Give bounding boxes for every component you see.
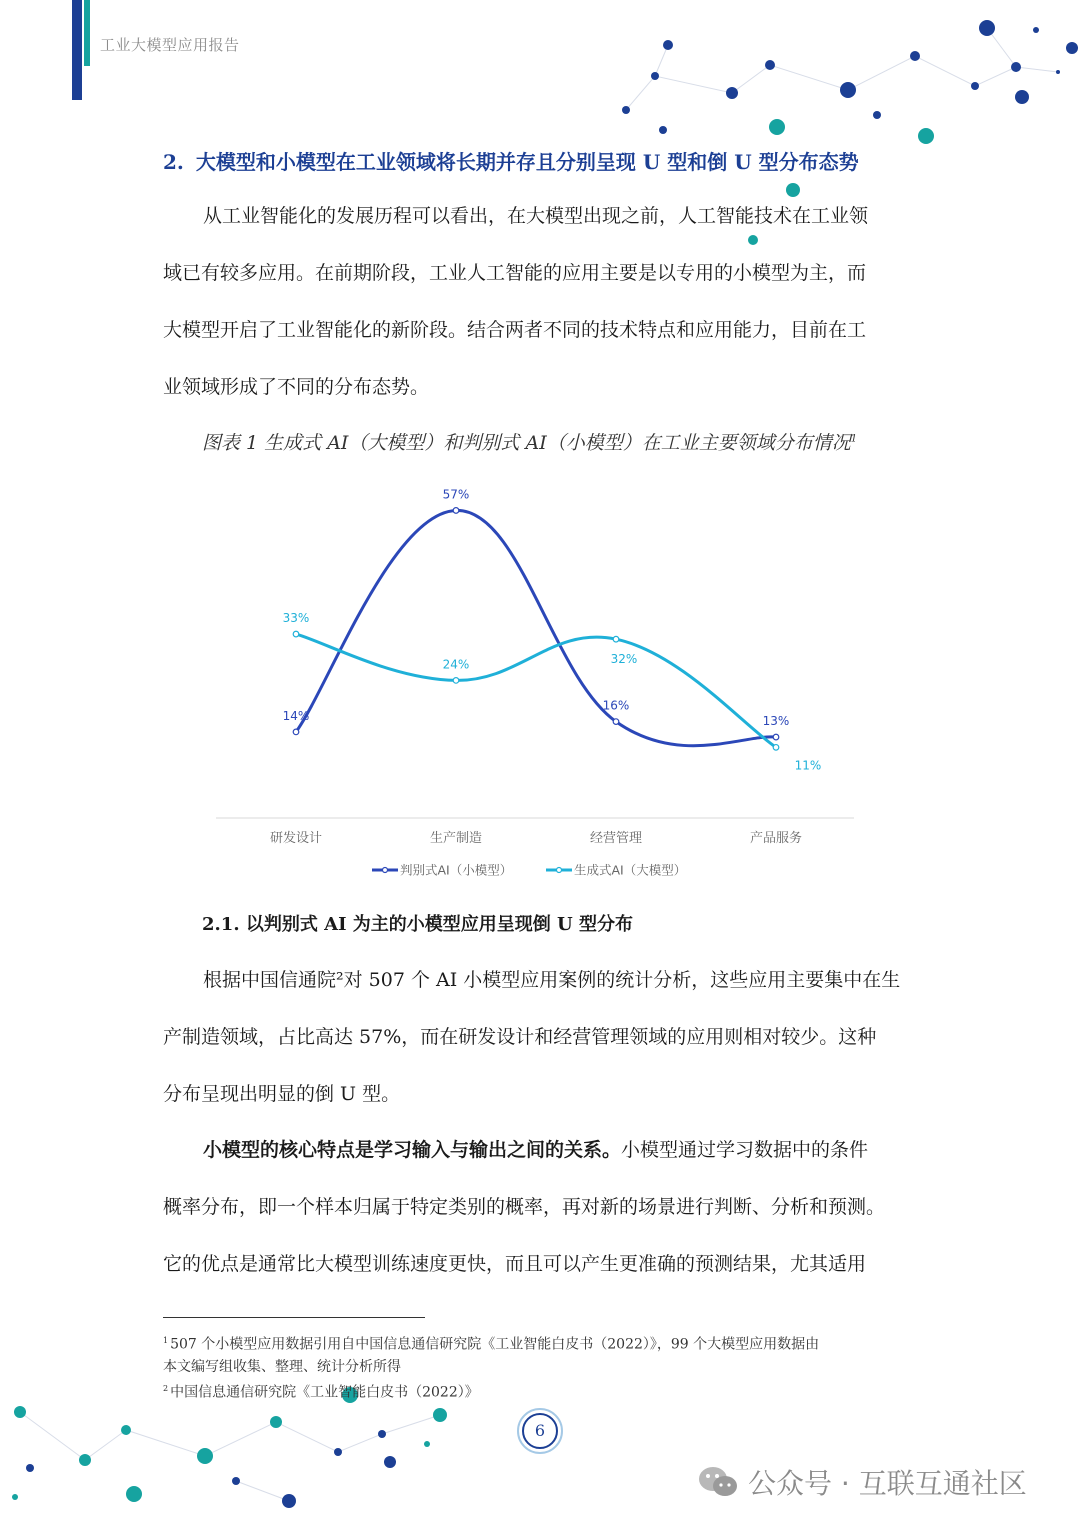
data-label: 14% xyxy=(282,708,310,723)
figure-caption xyxy=(202,428,857,455)
series-line-1 xyxy=(296,510,776,745)
footnotes xyxy=(163,1330,923,1403)
subsection-heading: 2.1. 以判别式 AI 为主的小模型应用呈现倒 U 型分布 xyxy=(202,914,633,935)
text-line: 概率分布，即一个样本归属于特定类别的概率，再对新的场景进行判断、分析和预测。 xyxy=(163,1196,886,1218)
footnote-1 xyxy=(163,1330,923,1356)
footnote-ref: 1 xyxy=(850,433,858,445)
series-line-2 xyxy=(296,634,776,747)
x-tick-label: 生产制造 xyxy=(429,831,483,846)
legend-label: 生成式AI（大模型） xyxy=(574,862,687,878)
data-point xyxy=(613,636,619,642)
x-tick-label: 产品服务 xyxy=(749,831,803,846)
data-label: 13% xyxy=(762,714,790,729)
watermark xyxy=(698,1462,1027,1502)
footnote-text: 本文编写组收集、整理、统计分析所得 xyxy=(163,1358,401,1375)
data-label: 24% xyxy=(442,657,470,672)
text-line: 从工业智能化的发展历程可以看出，在大模型出现之前，人工智能技术在工业领 xyxy=(203,205,869,227)
legend-marker xyxy=(383,868,388,873)
text-line: 业领域形成了不同的分布态势。 xyxy=(163,376,430,398)
paragraph-analysis xyxy=(163,952,923,1123)
legend-marker xyxy=(557,868,562,873)
footnote-marker: 1 xyxy=(163,1336,169,1345)
footnote-divider xyxy=(163,1317,425,1318)
data-label: 32% xyxy=(610,652,638,667)
data-point xyxy=(613,719,619,725)
footnote-text: 507 个小模型应用数据引用自中国信息通信研究院《工业智能白皮书（2022）》，99 个大模型应用数据由 xyxy=(170,1336,820,1353)
section-title: 大模型和小模型在工业领域将长期并存且分别呈现 U 型和倒 U 型分布态势 xyxy=(195,150,859,174)
footnote-1-cont xyxy=(163,1356,923,1378)
data-point xyxy=(293,729,299,735)
paragraph-small-model xyxy=(163,1122,923,1293)
bold-lead: 小模型的核心特点是学习输入与输出之间的关系。 xyxy=(203,1139,622,1161)
watermark-text: 公众号 · 互联互通社区 xyxy=(748,1467,1027,1500)
data-point xyxy=(293,631,299,637)
data-point xyxy=(773,734,779,740)
text-line xyxy=(163,1122,923,1179)
footnote-2 xyxy=(163,1378,923,1404)
data-label: 16% xyxy=(602,698,630,713)
wechat-icon xyxy=(698,1465,738,1499)
footnote-marker: 2 xyxy=(163,1383,169,1393)
data-point xyxy=(453,508,459,514)
chart-svg xyxy=(210,472,860,892)
line-chart xyxy=(210,472,860,892)
text-line: 大模型开启了工业智能化的新阶段。结合两者不同的技术特点和应用能力，目前在工 xyxy=(163,319,867,341)
text-rest: 小模型通过学习数据中的条件 xyxy=(621,1139,869,1161)
footnote-text: 中国信息通信研究院《工业智能白皮书（2022）》 xyxy=(170,1384,479,1401)
data-label: 57% xyxy=(442,487,470,502)
header-title: 工业大模型应用报告 xyxy=(100,36,240,54)
section-number: 2. xyxy=(163,150,184,174)
x-tick-label: 经营管理 xyxy=(589,831,643,846)
text-line: 根据中国信通院²对 507 个 AI 小模型应用案例的统计分析，这些应用主要集中在生 xyxy=(203,969,901,991)
data-point xyxy=(773,745,779,751)
figure-caption-text: 图表 1 生成式 AI（大模型）和判别式 AI（小模型）在工业主要领域分布情况 xyxy=(202,432,851,454)
x-tick-label: 研发设计 xyxy=(269,831,323,846)
data-label: 11% xyxy=(794,758,822,773)
paragraph-intro xyxy=(163,188,923,416)
data-point xyxy=(453,678,459,684)
data-label: 33% xyxy=(282,611,310,626)
text-line: 它的优点是通常比大模型训练速度更快，而且可以产生更准确的预测结果，尤其适用 xyxy=(163,1253,867,1275)
section-heading xyxy=(163,146,859,175)
legend-label: 判别式AI（小模型） xyxy=(400,862,513,878)
page-number: 6 xyxy=(522,1413,558,1449)
text-line: 产制造领域，占比高达 57%，而在研发设计和经营管理领域的应用则相对较少。这种 xyxy=(163,1026,877,1048)
text-line: 分布呈现出明显的倒 U 型。 xyxy=(163,1083,401,1105)
text-line: 域已有较多应用。在前期阶段，工业人工智能的应用主要是以专用的小模型为主，而 xyxy=(163,262,867,284)
